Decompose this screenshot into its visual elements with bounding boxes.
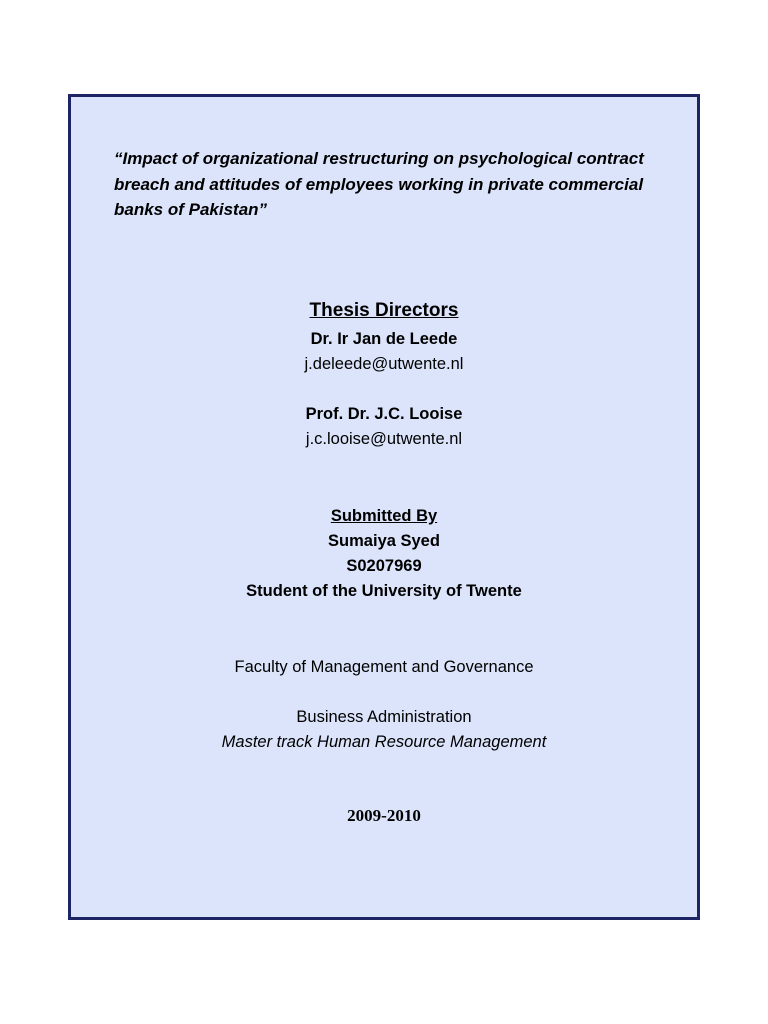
track-name: Master track Human Resource Management bbox=[221, 733, 547, 751]
student-name: Sumaiya Syed bbox=[328, 532, 440, 550]
student-id: S0207969 bbox=[346, 557, 422, 575]
faculty-name: Faculty of Management and Governance bbox=[234, 658, 534, 676]
director-1-name: Dr. Ir Jan de Leede bbox=[310, 330, 458, 348]
submitted-by-heading: Submitted By bbox=[330, 507, 438, 525]
student-affiliation: Student of the University of Twente bbox=[246, 582, 522, 600]
director-1-email: j.deleede@utwente.nl bbox=[304, 355, 464, 373]
program-name: Business Administration bbox=[296, 708, 472, 726]
academic-year: 2009-2010 bbox=[347, 806, 421, 825]
director-2-name: Prof. Dr. J.C. Looise bbox=[305, 405, 463, 423]
thesis-directors-heading: Thesis Directors bbox=[309, 300, 459, 321]
thesis-title: “Impact of organizational restructuring on psychological contract breach and attitudes of employees working in private commercial banks of Pakistan” bbox=[114, 149, 644, 219]
director-2-email: j.c.looise@utwente.nl bbox=[305, 430, 463, 448]
